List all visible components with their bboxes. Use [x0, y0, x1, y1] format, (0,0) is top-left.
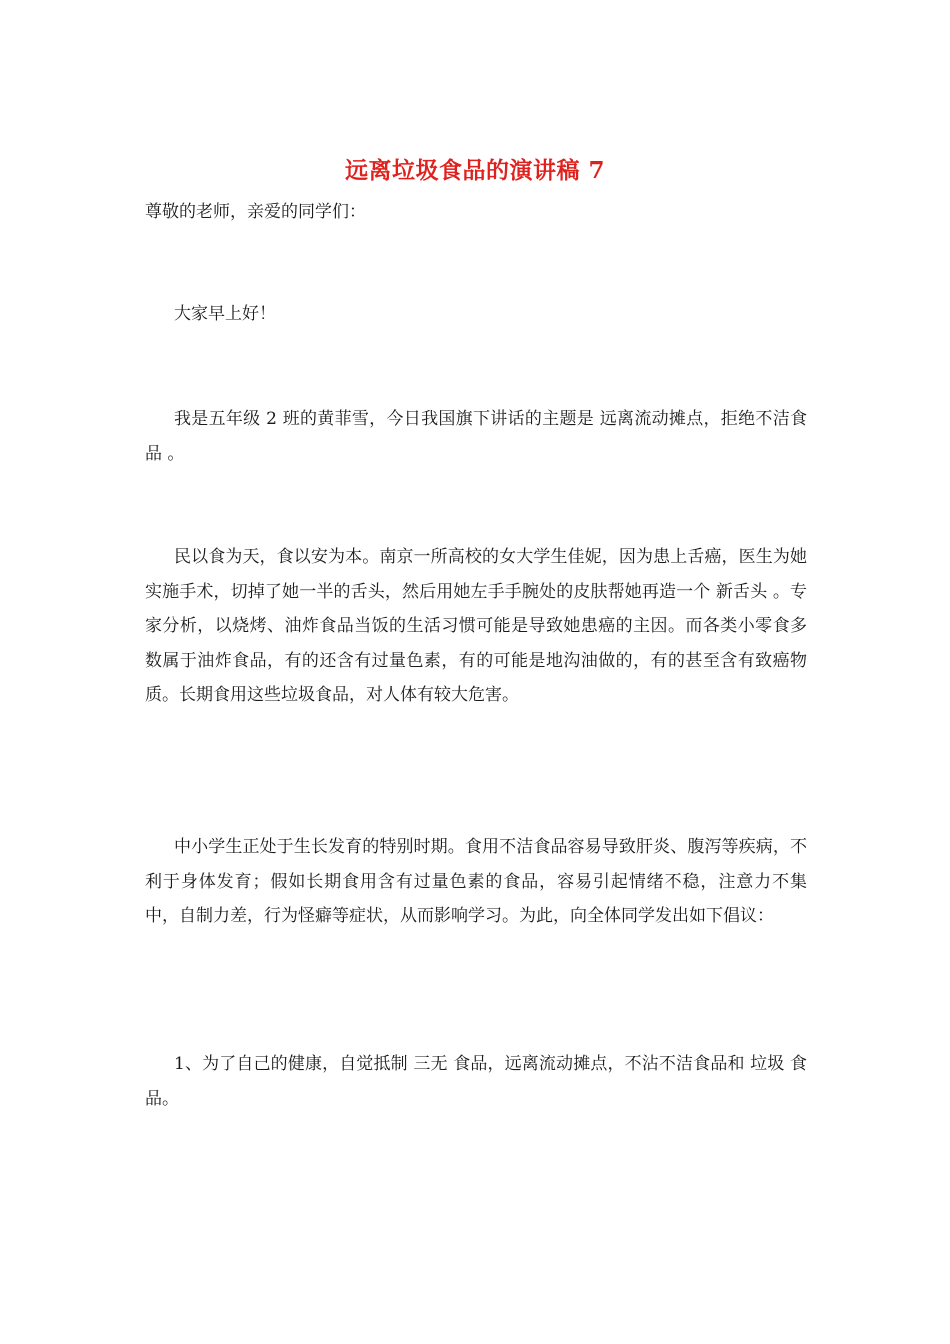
paragraph-topic: 我是五年级 2 班的黄菲雪，今日我国旗下讲话的主题是 远离流动摊点，拒绝不洁食品 。: [145, 409, 807, 464]
paragraph-case: 民以食为天，食以安为本。南京一所高校的女大学生佳妮，因为患上舌癌，医生为她实施手术，切掉了她一半的舌头，然后用她左手手腕处的皮肤帮她再造一个 新舌头 。专家分析，以烧烤、油炸食品当饭的生活习惯可能是导致她患癌的主因。而各类小零食多数属于油炸食品，有的还含有过量色素，有的可能是地沟油做的，有的甚至含有致癌物质。长期食用这些垃圾食品，对人体有较大危害。: [145, 547, 807, 705]
document-title: 远离垃圾食品的演讲稿 7: [344, 157, 605, 184]
salutation: 尊敬的老师，亲爱的同学们：: [145, 202, 366, 222]
paragraph-proposal-1: 1、为了自己的健康，自觉抵制 三无 食品，远离流动摊点，不沾不洁食品和 垃圾 食品。: [145, 1054, 807, 1109]
paragraph-students: 中小学生正处于生长发育的特别时期。食用不洁食品容易导致肝炎、腹泻等疾病，不利于身体发育；假如长期食用含有过量色素的食品，容易引起情绪不稳，注意力不集中，自制力差，行为怪癖等症状，从而影响学习。为此，向全体同学发出如下倡议：: [145, 837, 807, 926]
paragraph-greeting: 大家早上好！: [174, 304, 276, 324]
